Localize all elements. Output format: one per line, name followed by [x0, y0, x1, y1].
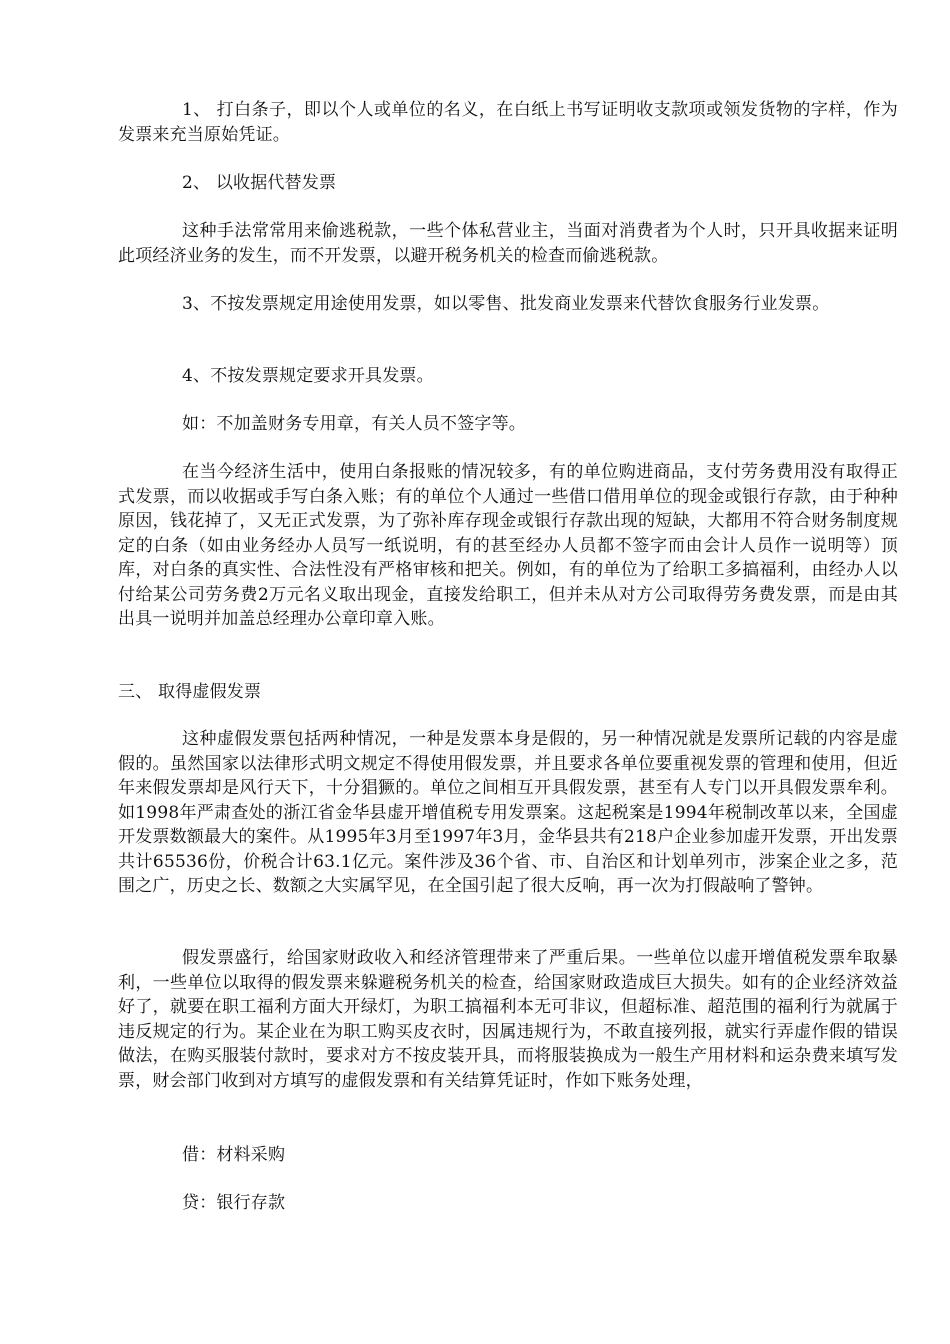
- paragraph-example-stamp: 如：不加盖财务专用章，有关人员不签字等。: [182, 414, 526, 434]
- journal-entry-debit: 借：材料采购: [182, 1145, 286, 1165]
- section-heading-fake-invoices: 三、 取得虚假发票: [118, 682, 262, 702]
- paragraph-fake-invoice-case: 这种虚假发票包括两种情况，一种是发票本身是假的，另一种情况就是发票所记载的内容是虚假的。虽然国家以法律形式明文规定不得使用假发票，并且要求各单位要重视发票的管理和使用，但近年来假发票却是风行天下，十分猖獗的。单位之间相互开具假发票，甚至有人专门以开具假发票牟利。如1998年严肃查处的浙江省金华县虚开增值税专用发票案。这起税案是1994年税制改革以来，全国虚开发票数额最大的案件。从1995年3月至1997年3月，金华县共有218户企业参加虚开发票，开出发票共计65536份，价税合计63.1亿元。案件涉及36个省、市、自治区和计划单列市，涉案企业之多，范围之广，历史之长、数额之大实属罕见，在全国引起了很大反响，再一次为打假敲响了警钟。: [118, 729, 898, 896]
- paragraph-item-4-improper-issuance: 4、不按发票规定要求开具发票。: [182, 366, 434, 386]
- journal-entry-credit: 贷：银行存款: [182, 1193, 286, 1213]
- paragraph-item-2-receipt-heading: 2、 以收据代替发票: [182, 173, 337, 193]
- paragraph-item-1-blank-note: 1、 打白条子，即以个人或单位的名义，在白纸上书写证明收支款项或领发货物的字样，作为发票来充当原始凭证。: [118, 100, 898, 145]
- paragraph-fake-invoice-consequences: 假发票盛行，给国家财政收入和经济管理带来了严重后果。一些单位以虚开增值税发票牟取暴利，一些单位以取得的假发票来躲避税务机关的检查，给国家财政造成巨大损失。如有的企业经济效益好了，就要在职工福利方面大开绿灯，为职工搞福利本无可非议，但超标准、超范围的福利行为就属于违反规定的行为。某企业在为职工购买皮衣时，因属违规行为，不敢直接列报，就实行弄虚作假的错误做法，在购买服装付款时，要求对方不按皮装开具，而将服装换成为一般生产用材料和运杂费来填写发票，财会部门收到对方填写的虚假发票和有关结算凭证时，作如下账务处理，: [118, 948, 898, 1091]
- paragraph-receipt-explanation: 这种手法常常用来偷逃税款，一些个体私营业主，当面对消费者为个人时，只开具收据来证明此项经济业务的发生，而不开发票，以避开税务机关的检查而偷逃税款。: [118, 221, 898, 266]
- paragraph-item-3-misuse: 3、不按发票规定用途使用发票，如以零售、批发商业发票来代替饮食服务行业发票。: [182, 294, 830, 314]
- paragraph-white-slip-discussion: 在当今经济生活中，使用白条报账的情况较多，有的单位购进商品，支付劳务费用没有取得正式发票，而以收据或手写白条入账；有的单位个人通过一些借口借用单位的现金或银行存款，由于种种原因，钱花掉了，又无正式发票，为了弥补库存现金或银行存款出现的短缺，大都用不符合财务制度规定的白条（如由业务经办人员写一纸说明，有的甚至经办人员都不签字而由会计人员作一说明等）顶库，对白条的真实性、合法性没有严格审核和把关。例如，有的单位为了给职工多搞福利，由经办人以付给某公司劳务费2万元名义取出现金，直接发给职工，但并未从对方公司取得劳务费发票，而是由其出具一说明并加盖总经理办公章印章入账。: [118, 462, 898, 629]
